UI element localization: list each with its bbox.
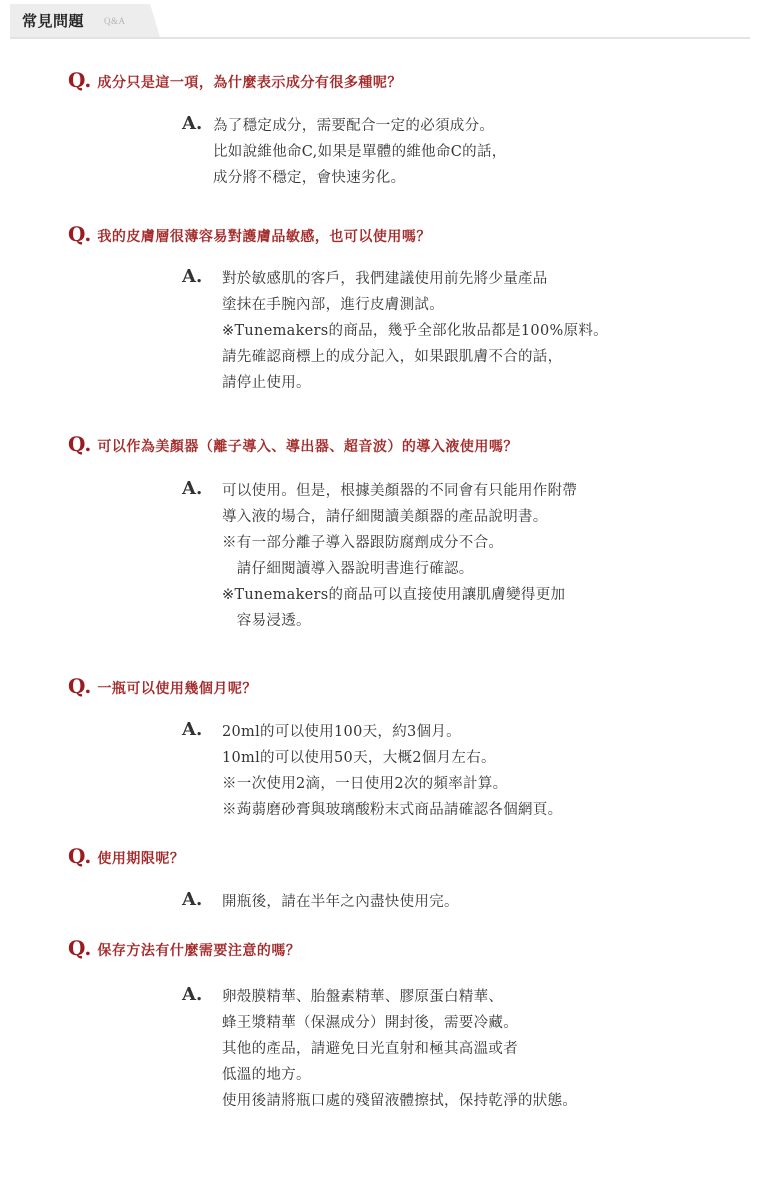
answer-line: 為了穩定成分，需要配合一定的必須成分。 <box>213 118 495 134</box>
answer-text <box>222 984 577 1114</box>
answer-line: 導入液的場合，請仔細閱讀美顏器的產品說明書。 <box>222 509 548 525</box>
answer-line: 20ml的可以使用100天，約3個月。 <box>222 724 461 740</box>
answer-line: ※一次使用2滴，一日使用2次的頻率計算。 <box>222 776 508 792</box>
question-text: 使用期限呢？ <box>97 851 185 867</box>
answer-line: 可以使用。但是，根據美顏器的不同會有只能用作附帶 <box>222 483 578 499</box>
question-mark: Q. <box>68 68 92 92</box>
question-mark: Q. <box>68 844 92 868</box>
answer-line: ※Tunemakers的商品，幾乎全部化妝品都是100%原料。 <box>222 323 608 339</box>
answer-line: 塗抹在手腕內部，進行皮膚測試。 <box>222 297 444 313</box>
question-mark: Q. <box>68 674 92 698</box>
answer-line: 成分將不穩定，會快速劣化。 <box>213 170 406 186</box>
answer-line: ※有一部分離子導入器跟防腐劑成分不合。 <box>222 535 504 551</box>
answer-line: 容易浸透。 <box>222 613 311 629</box>
answer-text <box>213 113 507 191</box>
answer-line: 蜂王漿精華（保濕成分）開封後，需要冷藏。 <box>222 1015 518 1031</box>
question-row <box>68 844 184 868</box>
answer-text <box>222 719 562 823</box>
answer-mark: A. <box>182 266 203 287</box>
answer-line: 其他的產品，請避免日光直射和極其高溫或者 <box>222 1041 518 1057</box>
question-mark: Q. <box>68 432 92 456</box>
answer-line: 對於敏感肌的客戶，我們建議使用前先將少量產品 <box>222 271 548 287</box>
answer-line: 請仔細閱讀導入器說明書進行確認。 <box>222 561 474 577</box>
answer-line: 開瓶後，請在半年之內盡快使用完。 <box>222 894 459 910</box>
question-text: 可以作為美顏器（離子導入、導出器、超音波）的導入液使用嗎？ <box>97 439 518 455</box>
answer-line: 低溫的地方。 <box>222 1067 311 1083</box>
answer-text <box>222 478 577 634</box>
question-row <box>68 674 257 698</box>
answer-line: 請先確認商標上的成分記入，如果跟肌膚不合的話， <box>222 349 563 365</box>
answer-mark: A. <box>182 478 203 499</box>
answer-line: ※蒟蒻磨砂膏與玻璃酸粉末式商品請確認各個網頁。 <box>222 802 563 818</box>
answer-mark: A. <box>182 113 203 134</box>
answer-mark: A. <box>182 984 203 1005</box>
section-header <box>10 4 750 38</box>
page-title: 常見問題 <box>22 12 85 30</box>
header-divider <box>10 37 750 39</box>
answer-line: 請停止使用。 <box>222 375 311 391</box>
question-row <box>68 936 300 960</box>
answer-line: ※Tunemakers的商品可以直接使用讓肌膚變得更加 <box>222 587 566 603</box>
answer-line: 卵殼膜精華、胎盤素精華、膠原蛋白精華、 <box>222 989 504 1005</box>
answer-text <box>222 266 608 396</box>
question-text: 我的皮膚層很薄容易對護膚品敏感，也可以使用嗎？ <box>97 229 431 245</box>
answer-line: 使用後請將瓶口處的殘留液體擦拭，保持乾淨的狀態。 <box>222 1093 578 1109</box>
question-row <box>68 222 431 246</box>
question-text: 保存方法有什麼需要注意的嗎？ <box>97 943 301 959</box>
answer-line: 比如說維他命C,如果是單體的維他命C的話， <box>213 144 507 160</box>
question-mark: Q. <box>68 222 92 246</box>
answer-line: 10ml的可以使用50天，大概2個月左右。 <box>222 750 496 766</box>
page-subtitle: Q&A <box>104 16 126 26</box>
question-mark: Q. <box>68 936 92 960</box>
question-text: 一瓶可以使用幾個月呢？ <box>97 681 257 697</box>
answer-mark: A. <box>182 889 203 910</box>
question-row <box>68 432 518 456</box>
question-text: 成分只是這一項，為什麼表示成分有很多種呢？ <box>97 75 402 91</box>
answer-text <box>222 889 459 915</box>
question-row <box>68 68 402 92</box>
answer-mark: A. <box>182 719 203 740</box>
